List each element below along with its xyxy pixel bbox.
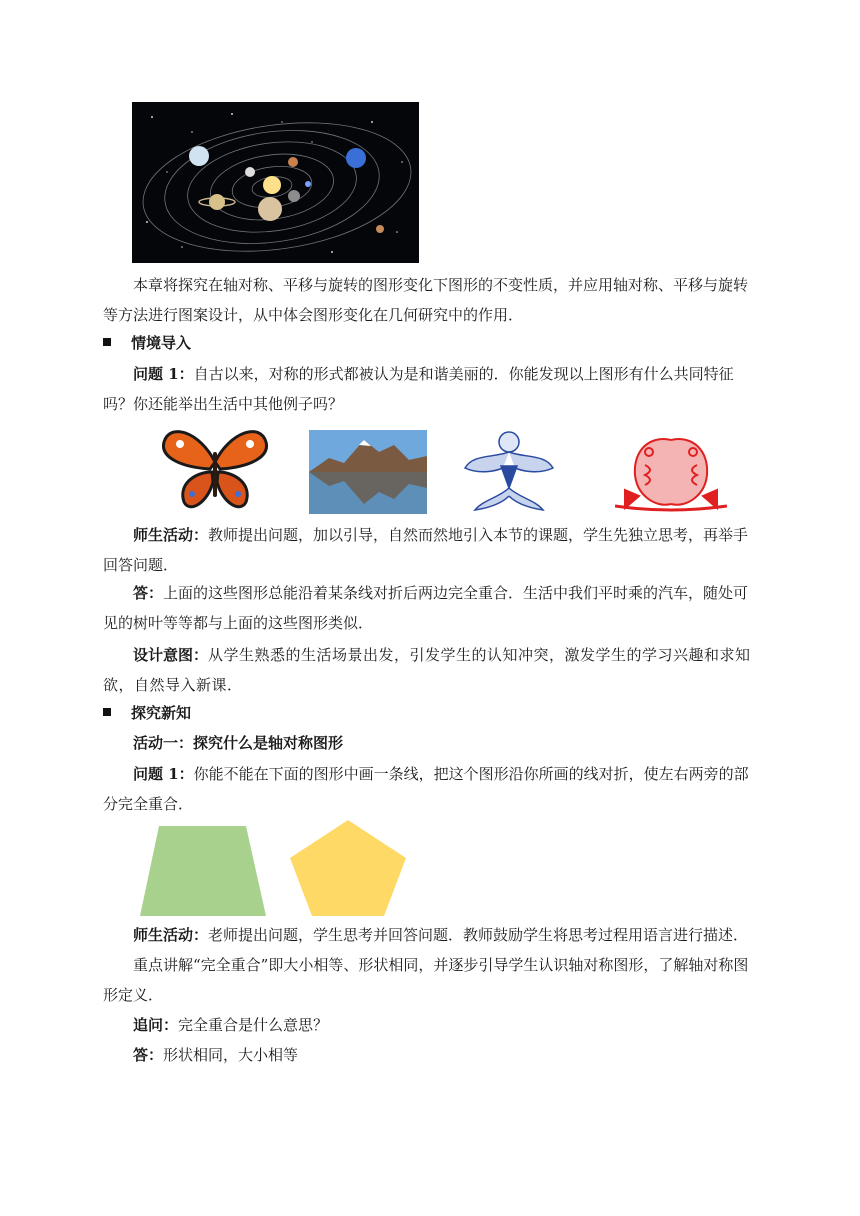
teacher-student-activity-1 — [103, 520, 758, 580]
intro-text: 本章将探究在轴对称、平移与旋转的图形变化下图形的不变性质，并应用轴对称、平移与旋转等方法进行图案设计，从中体会图形变化在几何研究中的作用． — [103, 276, 749, 324]
question-text: 你能不能在下面的图形中画一条线，把这个图形沿你所画的线对折，使左右两旁的部分完全重合． — [103, 765, 749, 813]
follow-up-question — [103, 1010, 758, 1040]
activity-1-title — [103, 728, 758, 758]
pentagon-shape — [290, 820, 406, 916]
followup-label: 追问： — [133, 1016, 179, 1034]
question-1-explore — [103, 759, 758, 819]
question-label: 问题 1： — [133, 765, 194, 783]
section-title: 情境导入 — [131, 334, 192, 352]
section-heading-explore — [103, 698, 191, 728]
activity-text: 教师提出问题，加以引导，自然而然地引入本节的课题，学生先独立思考，再举手回答问题． — [103, 526, 749, 574]
answer-label: 答： — [133, 1046, 164, 1064]
section-title: 探究新知 — [131, 704, 192, 722]
design-label: 设计意图： — [133, 646, 209, 664]
design-intent — [103, 640, 758, 700]
butterfly-image — [160, 422, 270, 514]
bullet-square-icon — [103, 708, 111, 716]
answer-text: 形状相同，大小相等 — [163, 1046, 299, 1064]
solar-system-image — [132, 102, 419, 263]
emphasis-text: 重点讲解“完全重合”即大小相等、形状相同，并逐步引导学生认识轴对称图形，了解轴对称图形定义． — [103, 956, 749, 1004]
answer-2 — [103, 1040, 758, 1070]
activity-text: 老师提出问题，学生思考并回答问题．教师鼓励学生将思考过程用语言进行描述． — [208, 926, 749, 944]
bullet-square-icon — [103, 338, 111, 346]
answer-text: 上面的这些图形总能沿着某条线对折后两边完全重合．生活中我们平时乘的汽车，随处可见的树叶等等都与上面的这些图形类似． — [103, 584, 749, 632]
intro-paragraph — [103, 270, 758, 330]
answer-label: 答： — [133, 584, 164, 602]
activity-label: 师生活动： — [133, 526, 209, 544]
kite-image — [463, 428, 555, 514]
mountain-reflection-image — [309, 430, 427, 514]
question-text: 自古以来，对称的形式都被认为是和谐美丽的．你能发现以上图形有什么共同特征吗？你还能举出生活中其他例子吗？ — [103, 365, 734, 413]
design-text: 从学生熟悉的生活场景出发，引发学生的认知冲突，激发学生的学习兴趣和求知欲，自然导入新课． — [103, 646, 751, 694]
question-1-situation — [103, 359, 758, 419]
section-heading-situation — [103, 328, 191, 358]
answer-1 — [103, 578, 758, 638]
trapezoid-shape — [140, 826, 266, 916]
teacher-student-activity-2 — [103, 920, 758, 950]
question-label: 问题 1： — [133, 365, 194, 383]
emphasis-paragraph — [103, 950, 758, 1010]
paper-cut-fish-image — [615, 430, 727, 514]
followup-text: 完全重合是什么意思？ — [178, 1016, 329, 1034]
activity-title-text: 活动一：探究什么是轴对称图形 — [133, 734, 344, 752]
activity-label: 师生活动： — [133, 926, 209, 944]
